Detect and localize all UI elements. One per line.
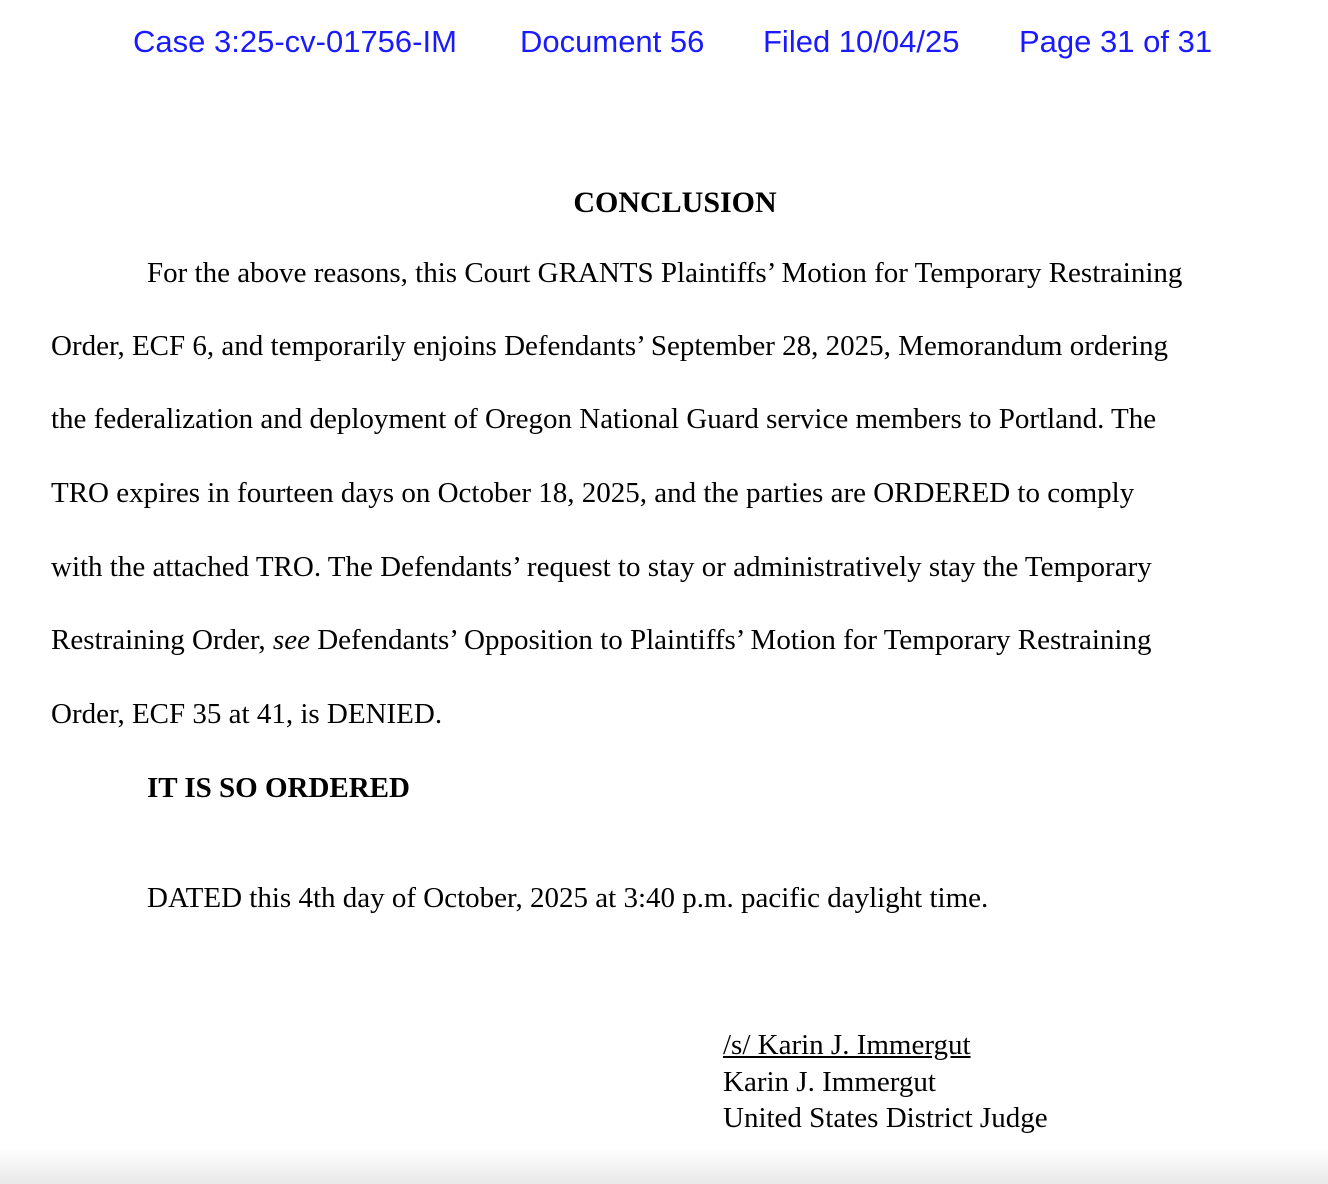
order-statement: IT IS SO ORDERED [147, 772, 410, 804]
page-bottom-shadow [0, 1148, 1328, 1184]
paragraph-text: Defendants’ Opposition to Plaintiffs’ Motion for Temporary Restraining [309, 624, 1152, 656]
paragraph-line: Order, ECF 35 at 41, is DENIED. [51, 698, 443, 730]
signature-line: /s/ Karin J. Immergut [723, 1029, 971, 1061]
case-number: Case 3:25-cv-01756-IM [133, 24, 457, 59]
paragraph-line: the federalization and deployment of Oregon National Guard service members to Portland. The [51, 403, 1157, 435]
signer-name: Karin J. Immergut [723, 1066, 936, 1098]
document-number: Document 56 [520, 24, 705, 59]
paragraph-line: TRO expires in fourteen days on October 18, 2025, and the parties are ORDERED to comply [51, 477, 1135, 509]
filed-date: Filed 10/04/25 [763, 24, 960, 59]
paragraph-line [51, 620, 1151, 660]
dated-line: DATED this 4th day of October, 2025 at 3:40 p.m. pacific daylight time. [147, 882, 989, 914]
signer-title: United States District Judge [723, 1102, 1048, 1134]
section-heading: CONCLUSION [573, 186, 777, 219]
paragraph-line: Order, ECF 6, and temporarily enjoins Defendants’ September 28, 2025, Memorandum ordering [51, 330, 1168, 362]
paragraph-text: Restraining Order, [51, 624, 273, 656]
paragraph-line: For the above reasons, this Court GRANTS Plaintiffs’ Motion for Temporary Restraining [147, 257, 1183, 289]
page-number: Page 31 of 31 [1019, 24, 1213, 59]
paragraph-line: with the attached TRO. The Defendants’ request to stay or administratively stay the Temporary [51, 551, 1152, 583]
citation-signal: see [272, 624, 310, 656]
ecf-header [0, 22, 1328, 62]
